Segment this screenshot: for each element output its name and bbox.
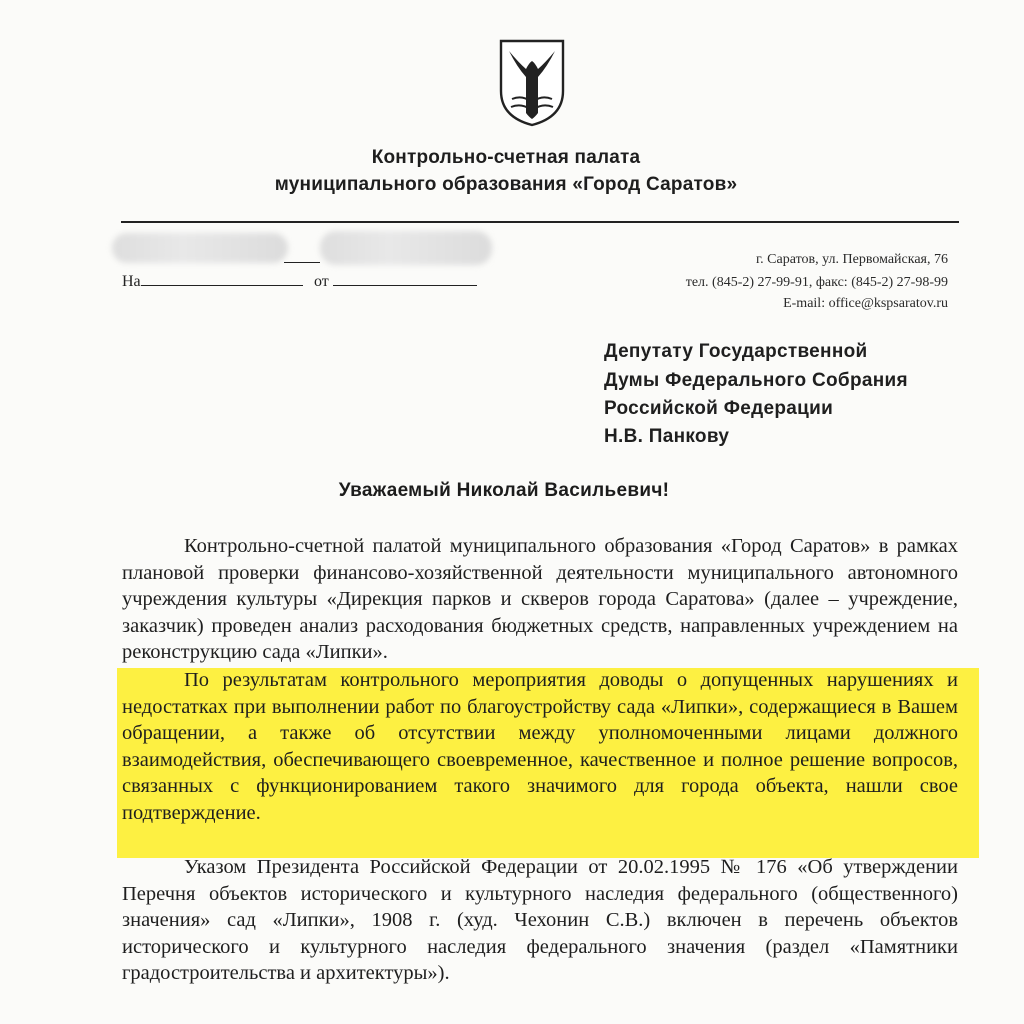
paragraph-1 bbox=[122, 533, 958, 666]
redacted-outgoing-number bbox=[112, 233, 288, 263]
recipient-name: Н.В. Панкову bbox=[604, 426, 730, 447]
outgoing-number-underline bbox=[284, 262, 320, 263]
address-phone: тел. (845-2) 27-99-91, факс: (845-2) 27-98-99 bbox=[685, 275, 948, 290]
address-street: г. Саратов, ул. Первомайская, 76 bbox=[756, 252, 948, 267]
na-label: На bbox=[122, 273, 141, 290]
registration-na bbox=[122, 271, 303, 291]
paragraph-1-text: Контрольно-счетной палатой муниципального образования «Город Саратов» в рамках плановой проверки финансово-хозяйственной деятельности муниципального автономного учреждения культуры «Дирекция парков и скверов города Саратова» (далее – учреждение, заказчик) проведен анализ расходования бюджетных средств, направленных учреждением на реконструкцию сада «Липки». bbox=[122, 535, 958, 664]
paragraph-3-text: Указом Президента Российской Федерации от 20.02.1995 № 176 «Об утверждении Перечня объектов исторического и культурного наследия федерального (общественного) значения» сад «Липки», 1908 г. (худ. Чехонин С.В.) включен в перечень объектов исторического и культурного наследия федерального значения (раздел «Памятники градостроительства и архитектуры»). bbox=[122, 856, 958, 985]
paragraph-3 bbox=[122, 854, 958, 987]
na-underline bbox=[141, 271, 303, 286]
recipient-line3: Российской Федерации bbox=[604, 398, 834, 419]
salutation: Уважаемый Николай Васильевич! bbox=[338, 480, 670, 501]
paragraph-2-highlighted bbox=[122, 667, 958, 827]
registration-ot bbox=[314, 271, 477, 291]
org-name-line1: Контрольно-счетная палата bbox=[371, 147, 641, 168]
org-name-line2: муниципального образования «Город Саратов» bbox=[274, 174, 738, 195]
recipient-line2: Думы Федерального Собрания bbox=[604, 370, 908, 391]
ot-label: от bbox=[314, 273, 329, 290]
saratov-coat-of-arms-icon bbox=[497, 37, 567, 129]
paragraph-2-text: По результатам контрольного мероприятия доводы о допущенных нарушениях и недостатках при выполнении работ по благоустройству сада «Липки», содержащиеся в Вашем обращении, а также об отсутствии между уполномоченными лицами должного взаимодействия, обеспечивающего своевременное, качественное и полное решение вопросов, связанных с функционированием такого значимого для города объекта, нашли свое подтверждение. bbox=[122, 669, 958, 824]
header-divider bbox=[121, 221, 959, 223]
ot-underline bbox=[333, 271, 477, 286]
recipient-line1: Депутату Государственной bbox=[604, 341, 868, 362]
address-email: E-mail: office@kspsaratov.ru bbox=[783, 296, 948, 311]
redacted-outgoing-date bbox=[320, 231, 492, 265]
